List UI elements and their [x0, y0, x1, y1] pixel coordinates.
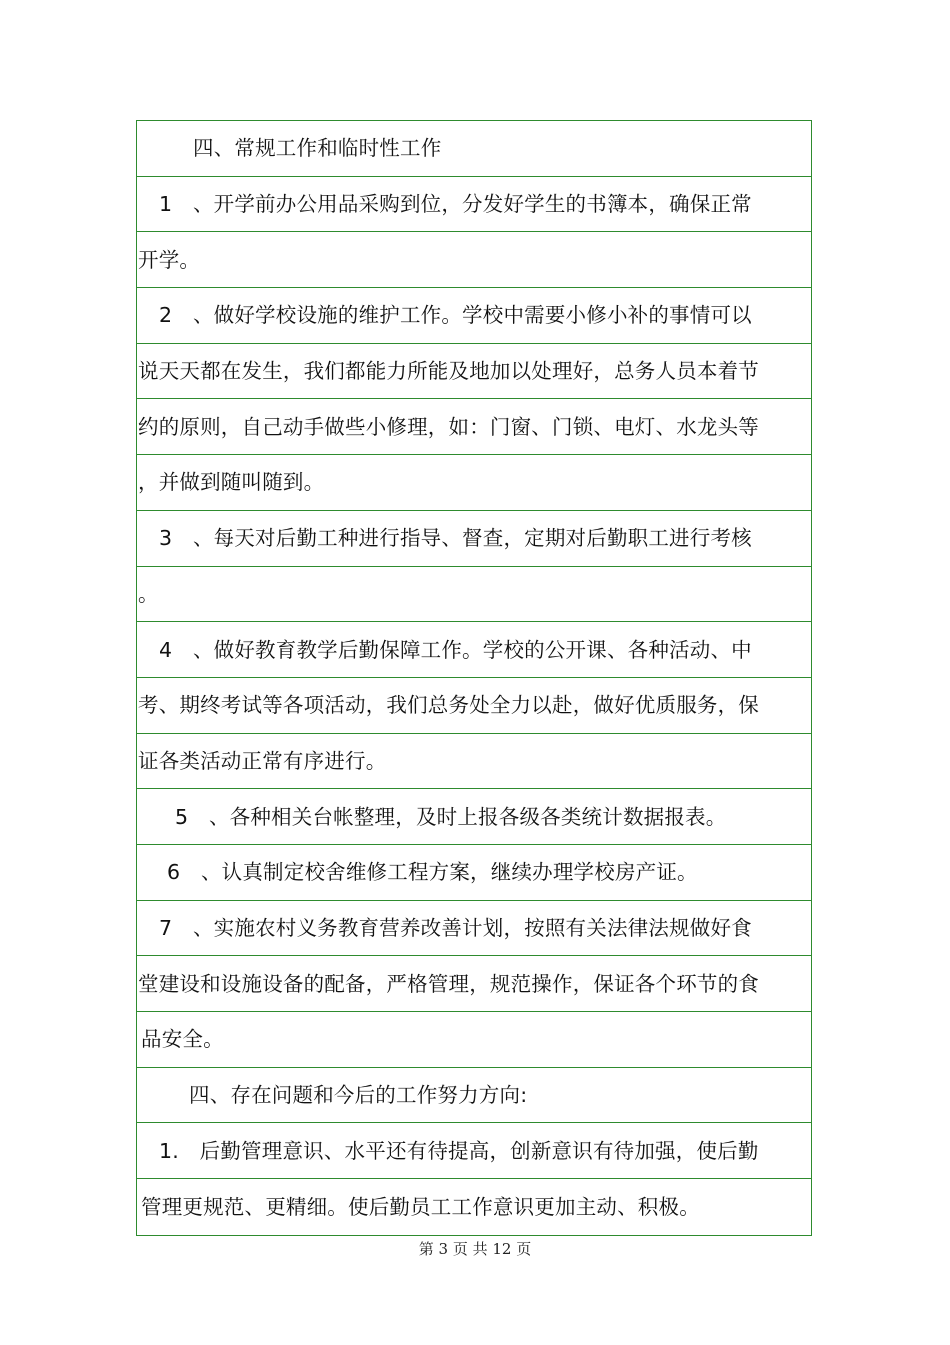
- paragraph-line: 。: [138, 581, 159, 606]
- paragraph-line: 3 、每天对后勤工种进行指导、督查，定期对后勤职工进行考核: [159, 525, 752, 550]
- content-table: [136, 120, 812, 1236]
- table-row: [137, 567, 811, 623]
- table-row: [137, 121, 811, 177]
- section-heading: 四、存在问题和今后的工作努力方向:: [189, 1082, 528, 1107]
- paragraph-line: 5 、各种相关台帐整理，及时上报各级各类统计数据报表。: [175, 804, 727, 829]
- table-row: [137, 344, 811, 400]
- paragraph-line: 4 、做好教育教学后勤保障工作。学校的公开课、各种活动、中: [159, 637, 752, 662]
- table-row: [137, 678, 811, 734]
- table-row: [137, 1012, 811, 1068]
- paragraph-line: 6 、认真制定校舍维修工程方案，继续办理学校房产证。: [167, 860, 698, 885]
- paragraph-line: 1 、开学前办公用品采购到位，分发好学生的书簿本，确保正常: [159, 191, 752, 216]
- paragraph-line: 约的原则，自己动手做些小修理，如：门窗、门锁、电灯、水龙头等: [138, 414, 759, 439]
- table-row: [137, 511, 811, 567]
- table-row: [137, 622, 811, 678]
- table-row: [137, 734, 811, 790]
- paragraph-line: 品安全。: [141, 1027, 224, 1052]
- page-footer: 第 3 页 共 12 页: [418, 1240, 532, 1258]
- table-row: [137, 288, 811, 344]
- paragraph-line: 管理更规范、更精细。使后勤员工工作意识更加主动、积极。: [141, 1194, 700, 1219]
- paragraph-line: 1. 后勤管理意识、水平还有待提高，创新意识有待加强，使后勤: [159, 1138, 759, 1163]
- paragraph-line: 开学。: [138, 247, 201, 272]
- table-row: [137, 956, 811, 1012]
- paragraph-line: ，并做到随叫随到。: [138, 470, 325, 495]
- table-row: [137, 1068, 811, 1124]
- section-heading: 四、常规工作和临时性工作: [193, 136, 442, 161]
- table-row: [137, 177, 811, 233]
- table-row: [137, 455, 811, 511]
- table-row: [137, 789, 811, 845]
- table-row: [137, 1123, 811, 1179]
- table-row: [137, 901, 811, 957]
- table-row: [137, 232, 811, 288]
- table-row: [137, 399, 811, 455]
- table-row: [137, 1179, 811, 1235]
- paragraph-line: 堂建设和设施设备的配备，严格管理，规范操作，保证各个环节的食: [138, 971, 759, 996]
- paragraph-line: 考、期终考试等各项活动，我们总务处全力以赴，做好优质服务，保: [138, 692, 759, 717]
- paragraph-line: 证各类活动正常有序进行。: [138, 748, 387, 773]
- paragraph-line: 7 、实施农村义务教育营养改善计划，按照有关法律法规做好食: [159, 915, 752, 940]
- table-row: [137, 845, 811, 901]
- paragraph-line: 说天天都在发生，我们都能力所能及地加以处理好，总务人员本着节: [138, 358, 759, 383]
- paragraph-line: 2 、做好学校设施的维护工作。学校中需要小修小补的事情可以: [159, 303, 752, 328]
